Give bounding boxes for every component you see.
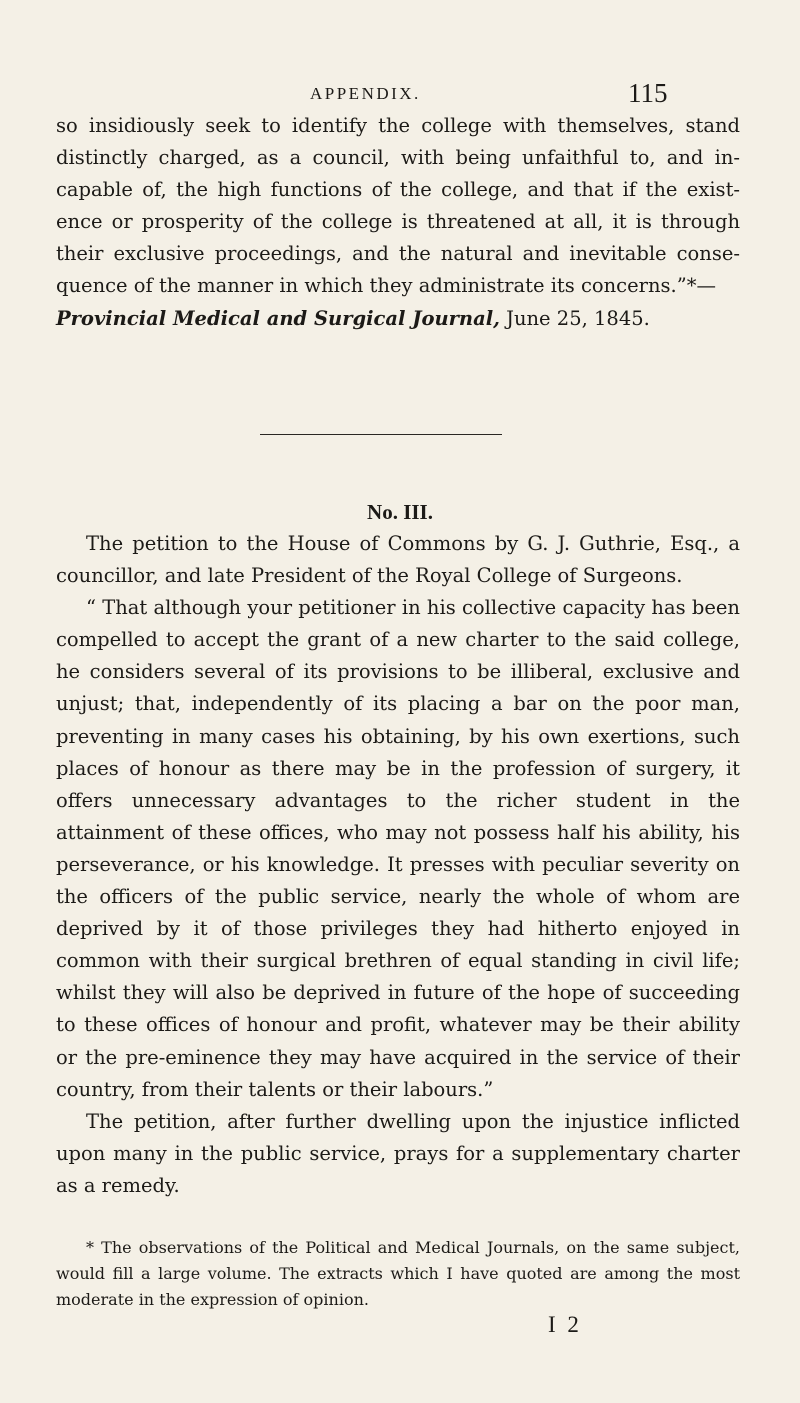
footnote: * The observations of the Political and Medical Journals, on the same subject, would fill a large volume. The extracts which I have quoted are among the most moderate in the expression of opinion. — [56, 1238, 740, 1309]
section-heading: No. III. — [367, 500, 433, 524]
continued-quote-text: so insidiously seek to identify the college with themselves, stand distinctly charged, as a council, with being unfaithful to, and incapable of, the high functions of the college, and that if the existence or prosperity of the college is threatened at all, it is through their exclusive proceedings, and the natural and inevitable consequence of the manner in which they administrate its concerns.”*— — [56, 114, 740, 298]
petition-quote: “ That although your petitioner in his collective capacity has been compelled to accept the grant of a new charter to the said college, he considers several of its provisions to be illiberal, exclusive and unjust; that, independently of its placing a bar on the poor man, preventing in many cases his obtaining, by his own exertions, such places of honour as there may be in the profession of surgery, it offers unnecessary advantages to the richer student in the attainment of these offices, who may not possess half his ability, his perseverance, or his knowledge. It presses with peculiar severity on the officers of the public service, nearly the whole of whom are deprived by it of those privileges they had hitherto enjoyed in common with their surgical brethren of equal standing in civil life; whilst they will also be deprived in future of the hope of succeeding to these offices of honour and profit, whatever may be their ability or the pre-eminence they may have acquired in the service of their country, from their talents or their labours.” — [56, 596, 740, 1101]
continued-quote-block — [56, 110, 740, 335]
journal-citation: Provincial Medical and Surgical Journal, — [56, 306, 500, 330]
continued-quote-paragraph — [56, 110, 740, 335]
page-header — [0, 72, 800, 112]
section-divider — [260, 434, 502, 435]
page-number: 115 — [628, 78, 668, 108]
petition-intro: The petition to the House of Commons by G. J. Guthrie, Esq., a councillor, and late President of the Royal College of Surgeons. — [56, 532, 740, 588]
section-body — [56, 528, 740, 1202]
petition-closing: The petition, after further dwelling upon the injustice inflicted upon many in the public service, prays for a supplementary charter as a remedy. — [56, 1109, 740, 1197]
signature-mark: I 2 — [548, 1312, 582, 1337]
journal-date: June 25, 1845. — [506, 306, 650, 330]
running-head: APPENDIX. — [310, 84, 421, 103]
